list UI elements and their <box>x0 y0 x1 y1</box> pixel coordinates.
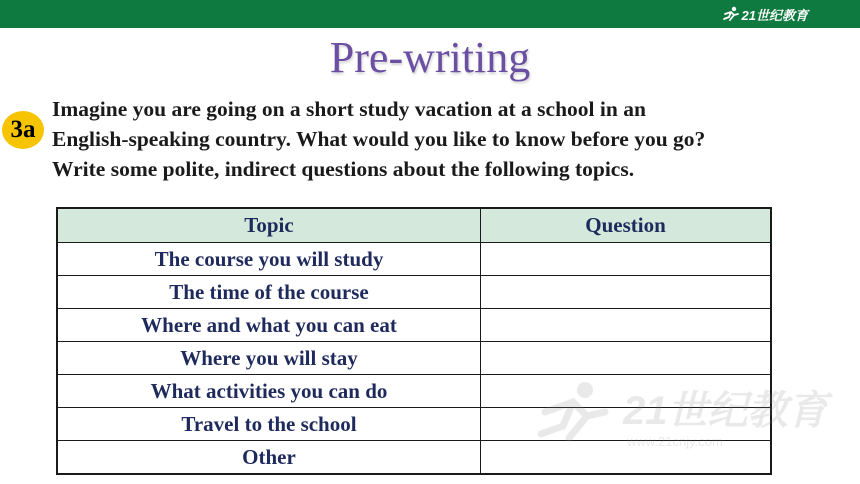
brand-logo <box>722 5 808 23</box>
question-cell[interactable] <box>481 276 772 309</box>
table-row <box>57 441 771 475</box>
header-question: Question <box>481 208 772 243</box>
question-cell[interactable] <box>481 243 772 276</box>
svg-text:www.21cnjy.com: www.21cnjy.com <box>627 434 723 449</box>
topic-cell: Where you will stay <box>57 342 481 375</box>
topic-cell: Other <box>57 441 481 475</box>
running-figure-icon <box>722 6 740 22</box>
table-row <box>57 243 771 276</box>
table-row <box>57 309 771 342</box>
table-row <box>57 342 771 375</box>
table-header-row <box>57 208 771 243</box>
logo-text: 21世纪教育 <box>741 7 808 23</box>
topic-cell: The time of the course <box>57 276 481 309</box>
instructions <box>52 94 842 184</box>
top-bar <box>0 0 860 28</box>
instruction-line: Write some polite, indirect questions about the following topics. <box>52 157 635 181</box>
topic-cell: The course you will study <box>57 243 481 276</box>
header-topic: Topic <box>57 208 481 243</box>
page-title: Pre-writing <box>329 33 531 82</box>
svg-text:21世纪教育: 21世纪教育 <box>623 389 828 433</box>
table-row <box>57 408 771 441</box>
question-cell[interactable] <box>481 309 772 342</box>
question-cell[interactable] <box>481 342 772 375</box>
question-cell[interactable] <box>481 441 772 475</box>
exercise-badge: 3a <box>2 111 44 149</box>
table-row <box>57 276 771 309</box>
instruction-line: English-speaking country. What would you like to know before you go? <box>52 127 706 151</box>
topic-cell: Travel to the school <box>57 408 481 441</box>
topic-cell: What activities you can do <box>57 375 481 408</box>
instruction-line: Imagine you are going on a short study vacation at a school in an <box>52 97 646 121</box>
question-cell[interactable] <box>481 375 772 408</box>
topics-table <box>56 207 772 475</box>
question-cell[interactable] <box>481 408 772 441</box>
table-row <box>57 375 771 408</box>
topic-cell: Where and what you can eat <box>57 309 481 342</box>
